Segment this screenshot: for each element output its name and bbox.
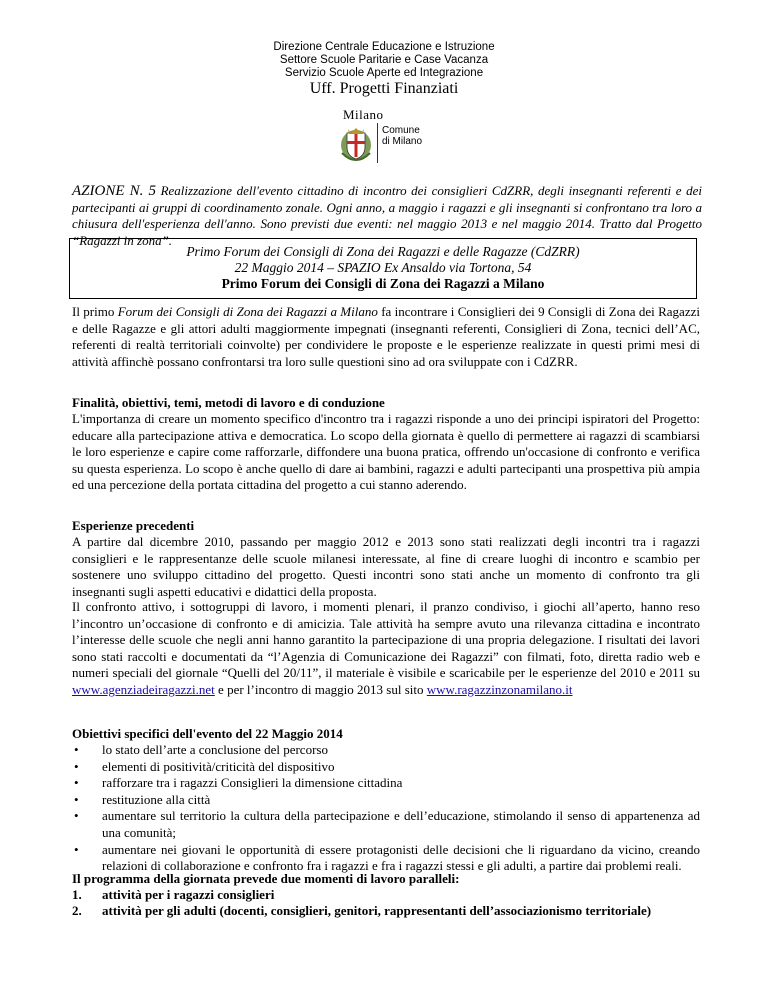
list-item — [72, 842, 700, 875]
bullet-icon: • — [74, 742, 79, 757]
intro-paragraph — [72, 304, 700, 370]
intro-post: fa incontrare i Consiglieri dei 9 Consigli di Zona dei Ragazzi e delle Ragazze e gli attori adulti maggiormente impegnati (insegnanti referenti, Consiglieri di Zona, tecnici dell’AC, referenti di realtà territoriali coinvolte) per condividere le proposte e le esperienze realizzate in questi primi mesi di attività affinchè possano confrontarsi tra loro sulle questioni sino ad ora sviluppate con i CdZRR. — [72, 304, 700, 369]
programma-item-2 — [72, 903, 712, 920]
logo-comune-line2: di Milano — [382, 136, 423, 147]
obiettivo-text: elementi di positività/criticità del dispositivo — [102, 758, 335, 774]
bullet-icon: • — [74, 791, 79, 807]
event-box-line-1: Primo Forum dei Consigli di Zona dei Ragazzi e delle Ragazze (CdZRR) — [186, 244, 580, 259]
obiettivo-text: rafforzare tra i ragazzi Consiglieri la dimensione cittadina — [102, 775, 403, 791]
intro-italic: Forum dei Consigli di Zona dei Ragazzi a Milano — [117, 304, 378, 319]
programma-heading: Il programma della giornata prevede due momenti di lavoro paralleli: — [72, 871, 460, 886]
programma-num: 1. — [72, 887, 82, 902]
logo-comune-text — [382, 125, 422, 147]
programma-item-1 — [72, 887, 712, 904]
finalita-paragraph: L'importanza di creare un momento specifico d'incontro tra i ragazzi risponde a uno dei principi ispiratori del Progetto: educare alla partecipazione attiva e democratica. Lo scopo della giornata è quello di permettere ai ragazzi di scambiarsi le loro esperienze e capire come rafforzarle, diffondere una buona pratica, offrendo un'occasione di confronto e verifica su questa esperienza. Lo scopo è anche quello di dare ai bambini, ragazzi e adulti partecipanti una prospettiva più ampia ed una percezione della portata cittadina del progetto a cui stanno aderendo. — [72, 411, 700, 493]
bullet-icon: • — [74, 841, 79, 857]
list-item — [72, 792, 700, 809]
obiettivo-text: restituzione alla città — [102, 791, 211, 807]
logo-comune-line1: Comune — [382, 125, 420, 136]
ragazzinzona-link[interactable]: www.ragazzinzonamilano.it — [426, 681, 573, 697]
city-crest-icon — [338, 123, 374, 167]
comune-milano-logo — [334, 107, 444, 167]
header-line-3: Servizio Scuole Aperte ed Integrazione — [284, 67, 484, 79]
azione-lead: AZIONE N. 5 — [72, 183, 156, 199]
obiettivi-list — [72, 742, 700, 875]
intro-pre: Il primo — [72, 304, 118, 319]
list-item — [72, 775, 700, 792]
bullet-icon: • — [74, 808, 79, 824]
obiettivo-text: lo stato dell’arte a conclusione del percorso — [102, 742, 328, 757]
event-box-line-2: 22 Maggio 2014 – SPAZIO Ex Ansaldo via Tortona, 54 — [234, 260, 532, 275]
list-item — [72, 742, 700, 759]
obiettivo-text: aumentare nei giovani le opportunità di essere protagonisti delle decisioni che li riguardano da vicino, creando relazioni di collaborazione e confronto fra i ragazzi e fra i ragazzi stessi e gli adulti, a partire dai problemi reali. — [102, 841, 700, 874]
programma-num: 2. — [72, 903, 82, 918]
esperienze-paragraph-1: A partire dal dicembre 2010, passando per maggio 2012 e 2013 sono stati realizzati degli incontri tra i ragazzi consiglieri e le rappresentanze delle scuole milanesi interessate, al fine di creare luoghi di incontro e scambio per sostenere uno sviluppo cittadino del progetto. Questi incontri sono stati anche un momento di confronto tra gli insegnanti sugli aspetti educativi e didattici della proposta. — [72, 534, 700, 599]
bullet-icon: • — [74, 758, 79, 774]
list-item — [72, 808, 700, 841]
esperienze-paragraph-2 — [72, 599, 700, 699]
list-item — [72, 759, 700, 776]
esperienze-text2: Il confronto attivo, i sottogruppi di lavoro, i momenti plenari, il pranzo condiviso, i giochi all’aperto, hanno reso l’incontro un’occasione di confronto e di amicizia. Tale attività ha sempre avuto una rilevanza cittadina e incontrato l’interesse delle scuole che negli anni hanno garantito la partecipazione di una propria delegazione. I risultati dei lavori sono stati raccolti e documentati da “l’Agenzia di Comunicazione dei Ragazzi” con filmati, foto, diretta radio web e numeri speciali del giornale “Quelli del 20/11”, il materiale è visibile e scaricabile per le esperienze del 2010 e 2011 su — [72, 599, 700, 681]
azione-text: Realizzazione dell'evento cittadino di incontro dei consiglieri CdZRR, degli insegnanti referenti e dei partecipanti ai gruppi di coordinamento zonale. Ogni anno, a maggio i ragazzi e gli insegnanti si confrontano tra loro a chiusura dell'esperienza dell'anno. Sono previsti due eventi: nel maggio 2013 e nel maggio 2014. Tratto dal Progetto “Ragazzi in zona”. — [72, 183, 703, 248]
programma-text: attività per gli adulti (docenti, consiglieri, genitori, rappresentanti dell’associazionismo territoriale) — [102, 903, 652, 918]
agenzia-link[interactable]: www.agenziadeiragazzi.net — [72, 681, 215, 697]
event-box-line-3: Primo Forum dei Consigli di Zona dei Ragazzi a Milano — [221, 276, 545, 291]
header-line-1: Direzione Centrale Educazione e Istruzione — [273, 41, 495, 53]
logo-divider — [377, 123, 378, 163]
esperienze-mid: e per l’incontro di maggio 2013 sul sito — [214, 681, 427, 697]
obiettivi-heading: Obiettivi specifici dell'evento del 22 Maggio 2014 — [72, 726, 343, 741]
bullet-icon: • — [74, 775, 79, 791]
office-title: Uff. Progetti Finanziati — [309, 80, 459, 97]
esperienze-heading: Esperienze precedenti — [72, 518, 195, 533]
logo-city: Milano — [343, 107, 384, 122]
obiettivo-text: aumentare sul territorio la cultura della partecipazione e dell’educazione, stimolando il senso di appartenenza ad una comunità; — [102, 808, 700, 840]
programma-text: attività per i ragazzi consiglieri — [102, 887, 275, 902]
header-line-2: Settore Scuole Paritarie e Case Vacanza — [279, 54, 489, 66]
finalita-heading: Finalità, obiettivi, temi, metodi di lavoro e di conduzione — [72, 395, 385, 410]
event-title-box — [69, 238, 697, 299]
